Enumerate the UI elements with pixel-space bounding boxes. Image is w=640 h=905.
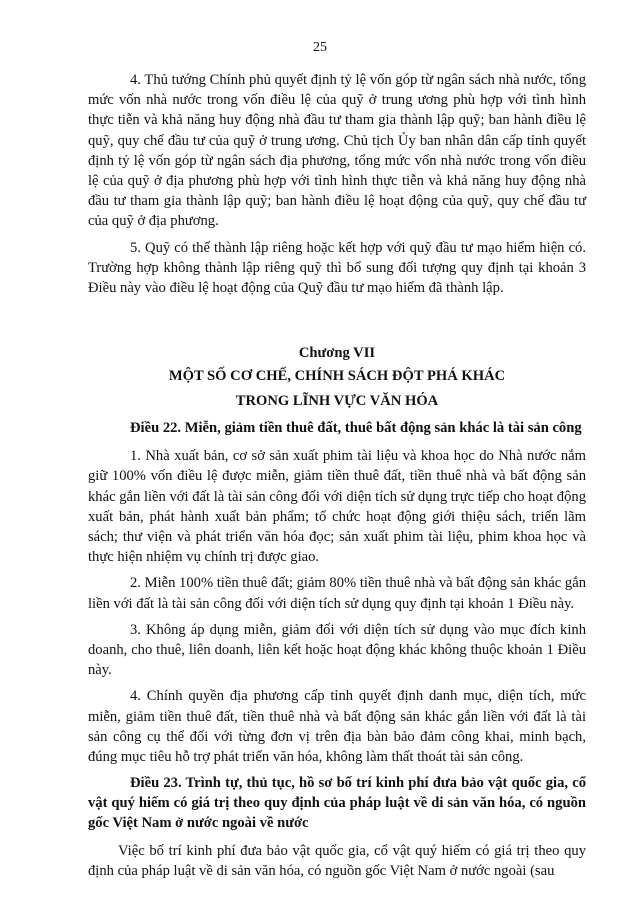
article-23-body: Việc bố trí kinh phí đưa bảo vật quốc gia, cổ vật quý hiếm có giá trị theo quy định của pháp luật về di sản văn hóa, có nguồn gốc Việt Nam ở nước ngoài (sau xyxy=(88,843,586,880)
chapter-heading xyxy=(88,342,586,414)
clause-5-paragraph: 5. Quỹ có thể thành lập riêng hoặc kết hợp với quỹ đầu tư mạo hiểm hiện có. Trường hợp không thành lập riêng quỹ thì bổ sung đối tượng quy định tại khoản 3 Điều này vào điều lệ hoạt động của Quỹ đầu tư mạo hiểm đã thành lập. xyxy=(88,239,586,297)
article-22-clause-2: 2. Miễn 100% tiền thuê đất; giảm 80% tiền thuê nhà và bất động sản khác gắn liền với đất là tài sản công đối với diện tích sử dụng quy định tại khoản 1 Điều này. xyxy=(88,575,586,612)
article-22-clause-3: 3. Không áp dụng miễn, giảm đối với diện tích sử dụng vào mục đích kinh doanh, cho thuê, liên doanh, liên kết hoặc hoạt động khác không thuộc khoản 1 Điều này. xyxy=(88,621,586,679)
document-body xyxy=(88,70,586,888)
article-22-clause-4: 4. Chính quyền địa phương cấp tỉnh quyết định danh mục, diện tích, mức miễn, giảm tiền thuê đất, tiền thuê nhà và bất động sản khác gắn liền với đất là tài sản công cụ thể đối với từng đơn vị trên địa bàn bảo đảm công khai, minh bạch, đúng mục tiêu hỗ trợ phát triển văn hóa, không làm thất thoát tài sản công. xyxy=(88,688,586,766)
chapter-title: Chương VII xyxy=(298,345,376,362)
clause-4-paragraph: 4. Thủ tướng Chính phủ quyết định tỷ lệ vốn góp từ ngân sách nhà nước, tổng mức vốn nhà nước trong vốn điều lệ của quỹ ở trung ương phù hợp với tình hình thực tiễn và khả năng huy động nhà đầu tư tham gia thành lập quỹ; ban hành điều lệ quỹ, quy chế đầu tư của quỹ ở trung ương. Chủ tịch Ủy ban nhân dân cấp tỉnh quyết định tỷ lệ vốn góp từ ngân sách địa phương, tổng mức vốn nhà nước trong vốn điều lệ của quỹ ở địa phương phù hợp với tình hình thực tiễn và khả năng huy động nhà đầu tư tham gia thành lập quỹ; ban hành điều lệ hoạt động của quỹ, quy chế đầu tư của quỹ ở địa phương. xyxy=(88,72,586,230)
chapter-subtitle-line-1: MỘT SỐ CƠ CHẾ, CHÍNH SÁCH ĐỘT PHÁ KHÁC xyxy=(168,368,506,385)
article-22-clause-1: 1. Nhà xuất bản, cơ sở sản xuất phim tài liệu và khoa học do Nhà nước nắm giữ 100% vốn điều lệ được miễn, giảm tiền thuê đất, tiền thuê nhà và bất động sản khác gắn liền với đất là tài sản công đối với diện tích sử dụng trực tiếp cho hoạt động xuất bản, phát hành xuất bản phẩm; tổ chức hoạt động giới thiệu sách, triển lãm sách; thư viện và phát triển văn hóa đọc; sản xuất phim tài liệu, phim khoa học và thực hiện nhiệm vụ chính trị được giao. xyxy=(88,448,586,566)
article-23-heading: Điều 23. Trình tự, thủ tục, hồ sơ bố trí kinh phí đưa bảo vật quốc gia, cổ vật quý hiếm có giá trị theo quy định của pháp luật về di sản văn hóa, có nguồn gốc Việt Nam ở nước ngoài về nước xyxy=(88,775,586,832)
article-22-heading: Điều 22. Miễn, giảm tiền thuê đất, thuê bất động sản khác là tài sản công xyxy=(130,420,582,437)
chapter-subtitle-line-2: TRONG LĨNH VỰC VĂN HÓA xyxy=(235,393,439,410)
page-number: 25 xyxy=(313,40,327,55)
